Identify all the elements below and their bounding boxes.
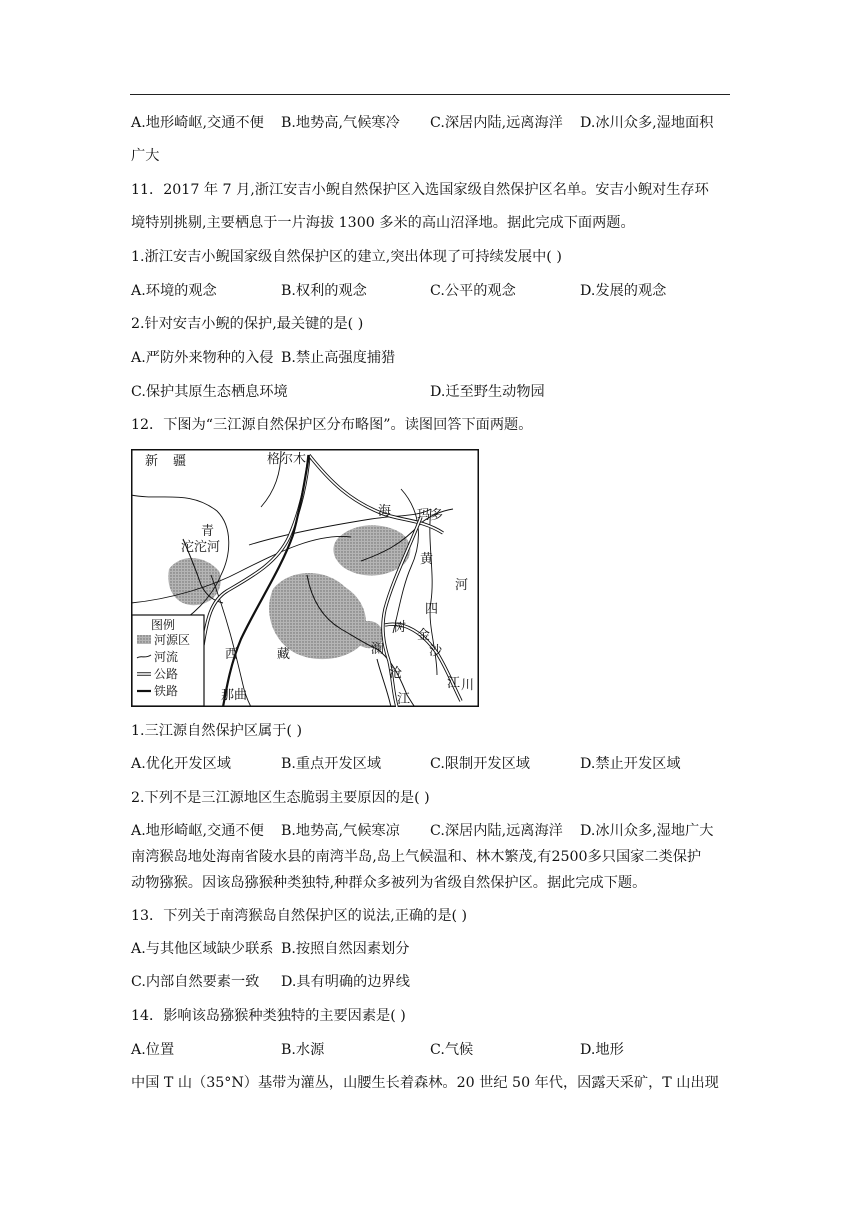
label-yushu: 树: [393, 620, 407, 635]
q10-option-c: C.深居内陆,远离海洋: [430, 115, 563, 131]
label-maduo: 玛多: [417, 508, 444, 523]
q11-sub1-option-c: C.公平的观念: [430, 283, 516, 299]
q11-sub2-option-c: C.保护其原生态栖息环境: [131, 384, 288, 400]
legend-item-source: 河源区: [154, 633, 191, 647]
q14-option-d: D.地形: [580, 1042, 624, 1058]
label-cang: 沧: [389, 666, 403, 681]
q12-sub1-question: 1.三江源自然保护区属于( ): [131, 723, 302, 739]
q12-sub1-option-d: D.禁止开发区域: [580, 756, 681, 772]
q10-option-a: A.地形崎岖,交通不便: [131, 115, 264, 131]
label-naqu: 那曲: [221, 688, 248, 703]
q11-sub2-option-b: B.禁止高强度捕猎: [281, 350, 396, 366]
label-he: 河: [455, 578, 469, 593]
q11-stem-line2: 境特别挑剔,主要栖息于一片海拔 1300 多米的高山沼泽地。据此完成下面两题。: [131, 215, 635, 231]
label-tuotuohe: 沱沱河: [181, 540, 221, 555]
q10-option-b: B.地势高,气候寒冷: [281, 115, 400, 131]
q12-sub2-option-a: A.地形崎岖,交通不便: [131, 823, 264, 839]
q11-stem-line1: 11．2017 年 7 月,浙江安吉小鲵自然保护区入选国家级自然保护区名单。安吉小鲵对生存环: [131, 182, 709, 198]
q14-question: 14．影响该岛猕猴种类独特的主要因素是( ): [131, 1008, 406, 1024]
legend-item-road: 公路: [154, 667, 179, 681]
q11-sub1-option-a: A.环境的观念: [131, 283, 217, 299]
q13-option-d: D.具有明确的边界线: [281, 974, 410, 990]
label-chuan: 川: [461, 678, 475, 693]
label-jin: 金: [417, 628, 431, 643]
q11-sub1-option-d: D.发展的观念: [580, 283, 667, 299]
q12-sub1-option-c: C.限制开发区域: [430, 756, 530, 772]
q13-question: 13．下列关于南湾猴岛自然保护区的说法,正确的是( ): [131, 908, 468, 924]
q12-sub1-option-a: A.优化开发区域: [131, 756, 231, 772]
label-huang: 黄: [420, 552, 434, 567]
q13-option-b: B.按照自然因素划分: [281, 941, 410, 957]
label-lan: 澜: [371, 642, 385, 657]
q11-sub2-option-a: A.严防外来物种的入侵: [131, 350, 274, 366]
map-legend: [132, 615, 204, 706]
q14-option-b: B.水源: [281, 1042, 325, 1058]
label-sha: 沙: [429, 644, 443, 659]
q12-sub2-option-c: C.深居内陆,远离海洋: [430, 823, 563, 839]
label-jiang: 江: [447, 676, 461, 691]
q10-option-d-continued: 广大: [131, 148, 160, 164]
legend-source-swatch: [137, 635, 151, 644]
label-qing: 青: [201, 524, 215, 539]
legend-title: 图例: [151, 618, 176, 632]
label-hai: 海: [378, 504, 392, 519]
passage-line2: 动物猕猴。因该岛猕猴种类独特,种群众多被列为省级自然保护区。据此完成下题。: [131, 875, 647, 891]
label-xinjiang-2: 疆: [173, 454, 187, 469]
q11-sub1-option-b: B.权利的观念: [281, 283, 367, 299]
passage-line1: 南湾猴岛地处海南省陵水县的南湾半岛,岛上气候温和、林木繁茂,有2500多只国家二类保护: [131, 849, 702, 865]
q14-option-c: C.气候: [430, 1042, 474, 1058]
q11-sub1-question: 1.浙江安吉小鲵国家级自然保护区的建立,突出体现了可持续发展中( ): [131, 249, 562, 265]
q14-option-a: A.位置: [131, 1042, 175, 1058]
label-geermu: 格尔木: [267, 452, 307, 467]
final-passage-line: 中国 T 山（35°N）基带为灌丛，山腰生长着森林。20 世纪 50 年代，因露天采矿，T 山出现: [131, 1075, 719, 1091]
legend-item-rail: 铁路: [154, 684, 179, 698]
label-xi: 西: [225, 647, 239, 662]
q12-stem: 12．下图为“三江源自然保护区分布略图”。读图回答下面两题。: [131, 417, 533, 433]
q12-sub2-option-b: B.地势高,气候寒凉: [281, 823, 400, 839]
q13-option-c: C.内部自然要素一致: [131, 974, 260, 990]
label-xinjiang-1: 新: [145, 454, 159, 469]
label-jiang2: 江: [397, 692, 411, 707]
q11-sub2-question: 2.针对安吉小鲵的保护,最关键的是( ): [131, 316, 364, 332]
q11-sub2-option-d: D.迁至野生动物园: [430, 384, 545, 400]
q12-sub2-question: 2.下列不是三江源地区生态脆弱主要原因的是( ): [131, 790, 430, 806]
label-si: 四: [425, 602, 439, 617]
legend-item-river: 河流: [154, 650, 179, 664]
q12-sub1-option-b: B.重点开发区域: [281, 756, 382, 772]
q12-sub2-option-d: D.冰川众多,湿地广大: [580, 823, 714, 839]
label-zang: 藏: [277, 647, 291, 662]
sanjiangyuan-map: [131, 449, 479, 707]
q10-option-d: D.冰川众多,湿地面积: [580, 115, 714, 131]
header-rule: [130, 94, 730, 95]
q13-option-a: A.与其他区域缺少联系: [131, 941, 274, 957]
